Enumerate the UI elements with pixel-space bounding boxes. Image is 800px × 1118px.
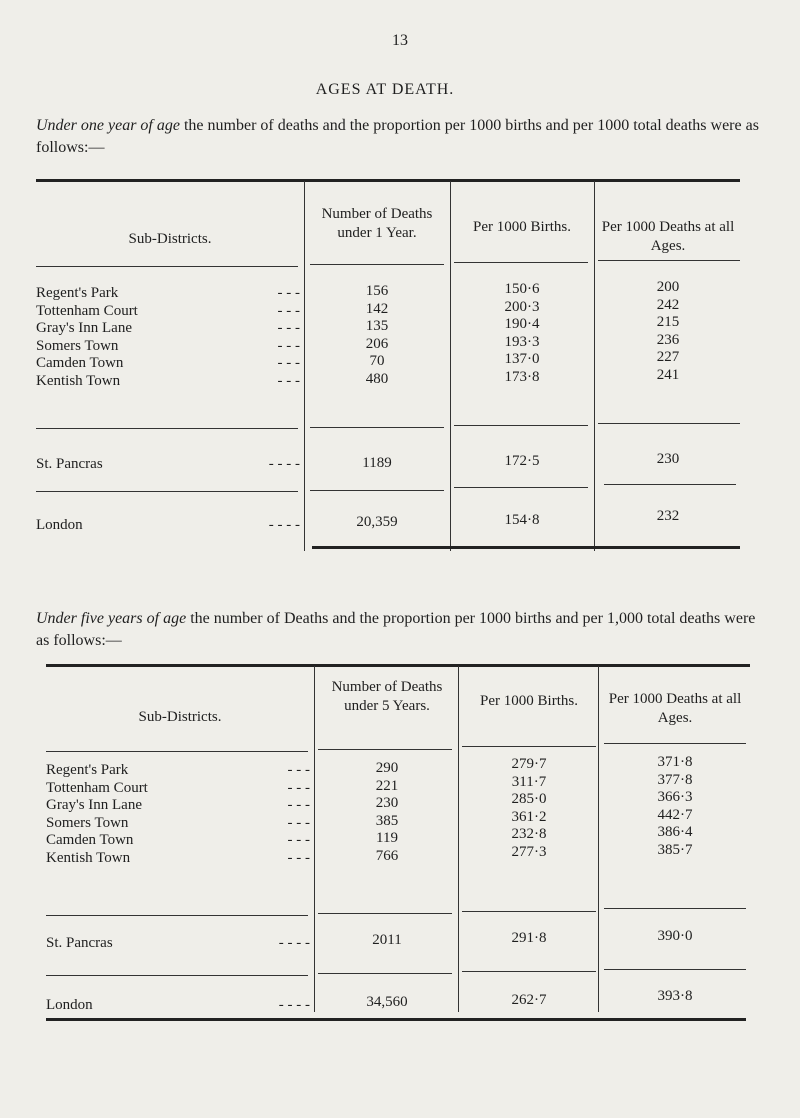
london-births: 262·7 [511, 992, 547, 1008]
intro-text: the number of Deaths and the proportion per 1000 births and per 1,000 total deaths were as follows:— [36, 610, 756, 649]
london-deaths: 34,560 [366, 994, 408, 1010]
table-row: Somers Town - - - [46, 814, 310, 831]
all-ages-column: 371·8 377·8 366·3 442·7 386·4 385·7 [657, 754, 693, 858]
table-row: Tottenham Court - - - [36, 302, 300, 319]
london-all: 393·8 [657, 988, 693, 1004]
table-row: Tottenham Court - - - [46, 779, 310, 796]
district-list [46, 762, 310, 867]
intro-text: the number of deaths and the proportion per 1000 births and per 1000 total deaths were as follows:— [36, 117, 759, 156]
total-births: 291·8 [511, 930, 547, 946]
total-all: 390·0 [657, 928, 693, 944]
total-deaths: 2011 [372, 932, 402, 948]
total-births: 172·5 [504, 453, 540, 469]
all-ages-column: 200 242 215 236 227 241 [656, 279, 680, 383]
deaths-column: 290 221 230 385 119 766 [375, 760, 399, 864]
page-number: 13 [392, 32, 408, 49]
table-row: Camden Town - - - [36, 355, 300, 371]
london-row: London - - - - [46, 997, 310, 1013]
header-sub-districts: Sub-Districts. [138, 709, 222, 725]
table-row: Regent's Park - - - [46, 762, 310, 778]
section-heading: AGES AT DEATH. [315, 81, 455, 98]
births-column: 150·6 200·3 190·4 193·3 137·0 173·8 [504, 281, 540, 385]
header-per-births: Per 1000 Births. [480, 693, 578, 709]
intro-italic: Under one year of age [36, 117, 180, 134]
london-deaths: 20,359 [356, 514, 398, 530]
table-row: Kentish Town - - - [46, 849, 310, 866]
header-per-deaths: Per 1000 Deaths at all Ages. [601, 219, 735, 254]
table-row: Somers Town - - - [36, 337, 300, 354]
header-deaths: Number of Deaths under 5 Years. [331, 679, 443, 714]
london-row: London - - - - [36, 517, 300, 533]
district-list [36, 285, 300, 390]
header-sub-districts: Sub-Districts. [128, 231, 212, 247]
london-births: 154·8 [504, 512, 540, 528]
total-all: 230 [656, 451, 680, 467]
header-per-births: Per 1000 Births. [473, 219, 571, 235]
total-deaths: 1189 [362, 455, 392, 471]
table-row: Camden Town - - - [46, 832, 310, 848]
london-all: 232 [656, 508, 680, 524]
deaths-column: 156 142 135 206 70 480 [365, 283, 389, 387]
births-column: 279·7 311·7 285·0 361·2 232·8 277·3 [511, 756, 547, 860]
table-row: Regent's Park - - - [36, 285, 300, 301]
intro-paragraph-under-five [36, 608, 764, 652]
total-row: St. Pancras - - - - [46, 935, 310, 951]
intro-italic: Under five years of age [36, 610, 187, 627]
table-row: Gray's Inn Lane - - - [46, 797, 310, 813]
table-row: Kentish Town - - - [36, 372, 300, 389]
table-row: Gray's Inn Lane - - - [36, 320, 300, 336]
header-deaths: Number of Deaths under 1 Year. [321, 206, 433, 241]
intro-paragraph-under-one [36, 115, 764, 159]
total-row: St. Pancras - - - - [36, 456, 300, 472]
header-per-deaths: Per 1000 Deaths at all Ages. [608, 691, 742, 726]
